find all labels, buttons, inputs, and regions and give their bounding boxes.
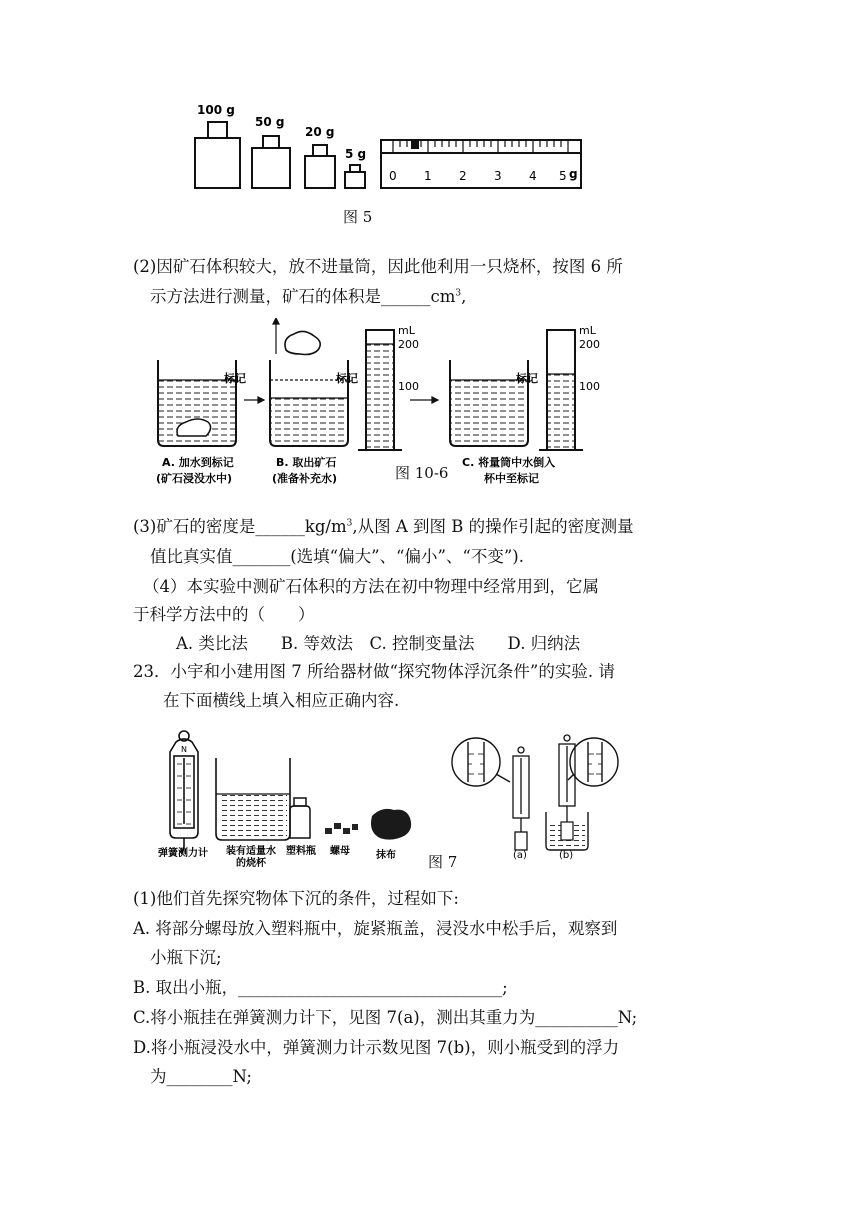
q23-step-b: B. 取出小瓶，________________________________; [133, 978, 508, 997]
step-b-line-1: B. 取出矿石 [276, 456, 337, 469]
q23-step-a-1: A. 将部分螺母放入塑料瓶中，旋紧瓶盖，浸没水中松手后，观察到 [133, 919, 618, 938]
mark-label-a: 标记 [224, 372, 246, 385]
q2-line-2-end: , [461, 287, 467, 306]
q3-line-1-text: (3)矿石的密度是______kg/m [133, 517, 347, 536]
q3-line-1 [133, 516, 634, 538]
weight-20-label: 20 g [305, 125, 335, 139]
ruler-tick-4: 4 [529, 169, 537, 183]
scale-a [513, 747, 529, 850]
ruler-tick-3: 3 [494, 169, 502, 183]
figure-5-caption: 图 5 [343, 208, 373, 226]
q2-line-2-text: 示方法进行测量，矿石的体积是______cm [150, 287, 456, 306]
ruler-unit: g [569, 167, 578, 181]
sub-b-label: (b) [559, 850, 574, 861]
ruler-tick-0: 0 [389, 169, 397, 183]
q23-part1: (1)他们首先探究物体下沉的条件，过程如下: [133, 889, 459, 908]
beaker-label-2: 的烧杯 [236, 858, 266, 868]
cloth [371, 809, 411, 840]
q23-step-d-2: 为________N; [150, 1067, 252, 1086]
scale-b [559, 735, 575, 822]
cyl2-100: 100 [579, 380, 600, 393]
step-c-line-2: 杯中至标记 [484, 472, 539, 485]
nut-label: 螺母 [330, 846, 350, 857]
ruler-tick-1: 1 [424, 169, 432, 183]
cyl2-unit: mL [579, 324, 596, 337]
q23-line-2: 在下面横线上填入相应正确内容. [163, 691, 400, 710]
spring-scale-label: 弹簧测力计 [158, 848, 208, 859]
figure-6-caption: 图 10-6 [395, 464, 449, 482]
figure-7-apparatus [150, 728, 620, 868]
ruler-tick-2: 2 [459, 169, 467, 183]
cyl1-unit: mL [398, 324, 415, 337]
scale-n-label: N [181, 745, 187, 754]
figure-5-weights-and-rider [185, 98, 595, 193]
q23-step-d-1: D.将小瓶浸没水中，弹簧测力计示数见图 7(b)，则小瓶受到的浮力 [133, 1038, 620, 1057]
bottle-label: 塑料瓶 [286, 846, 316, 857]
beaker [216, 758, 290, 840]
ruler-tick-5: 5 [559, 169, 567, 183]
cyl1-200: 200 [398, 338, 419, 351]
q3-line-1-end: ,从图 A 到图 B 的操作引起的密度测量 [352, 517, 634, 536]
q4-options: A. 类比法 B. 等效法 C. 控制变量法 D. 归纳法 [176, 634, 581, 653]
step-a-line-2: (矿石浸没水中) [156, 472, 233, 485]
q2-line-1: (2)因矿石体积较大，放不进量筒，因此他利用一只烧杯，按图 6 所 [133, 257, 623, 276]
q3-line-2: 值比真实值_______(选填“偏大”、“偏小”、“不变”). [150, 547, 524, 566]
step-b-line-2: (准备补充水) [272, 472, 338, 485]
cloth-label: 抹布 [376, 850, 396, 861]
sub-a-label: (a) [513, 850, 527, 861]
weight-5-label: 5 g [345, 147, 367, 161]
weight-100-label: 100 g [197, 103, 235, 117]
figure-6-volume-measurement [140, 318, 600, 486]
q3-line-1-sup: 3 [346, 518, 353, 529]
rider-marker [411, 139, 419, 149]
cyl2-200: 200 [579, 338, 600, 351]
beaker-label-1: 装有适量水 [226, 846, 276, 857]
q2-line-2 [150, 286, 466, 308]
q4-line-2: 于科学方法中的（ ） [133, 605, 315, 624]
q4-line-1: （4）本实验中测矿石体积的方法在初中物理中经常用到，它属 [143, 577, 599, 596]
q23-line-1: 23．小宇和小建用图 7 所给器材做“探究物体浮沉条件”的实验. 请 [133, 662, 615, 681]
q23-step-c: C.将小瓶挂在弹簧测力计下，见图 7(a)，测出其重力为__________N; [133, 1008, 638, 1027]
q2-line-2-sup: 3 [455, 288, 462, 299]
magnifier-a [452, 738, 510, 786]
step-c-line-1: C. 将量筒中水倒入 [462, 456, 556, 469]
figure-7-caption: 图 7 [428, 853, 458, 871]
mark-label-c: 标记 [516, 372, 538, 385]
cyl1-100: 100 [398, 380, 419, 393]
weight-50-label: 50 g [255, 115, 285, 129]
q23-step-a-2: 小瓶下沉; [150, 948, 222, 967]
step-a-line-1: A. 加水到标记 [162, 456, 234, 469]
nuts [325, 823, 358, 834]
mark-label-b: 标记 [336, 372, 358, 385]
plastic-bottle [290, 798, 310, 838]
